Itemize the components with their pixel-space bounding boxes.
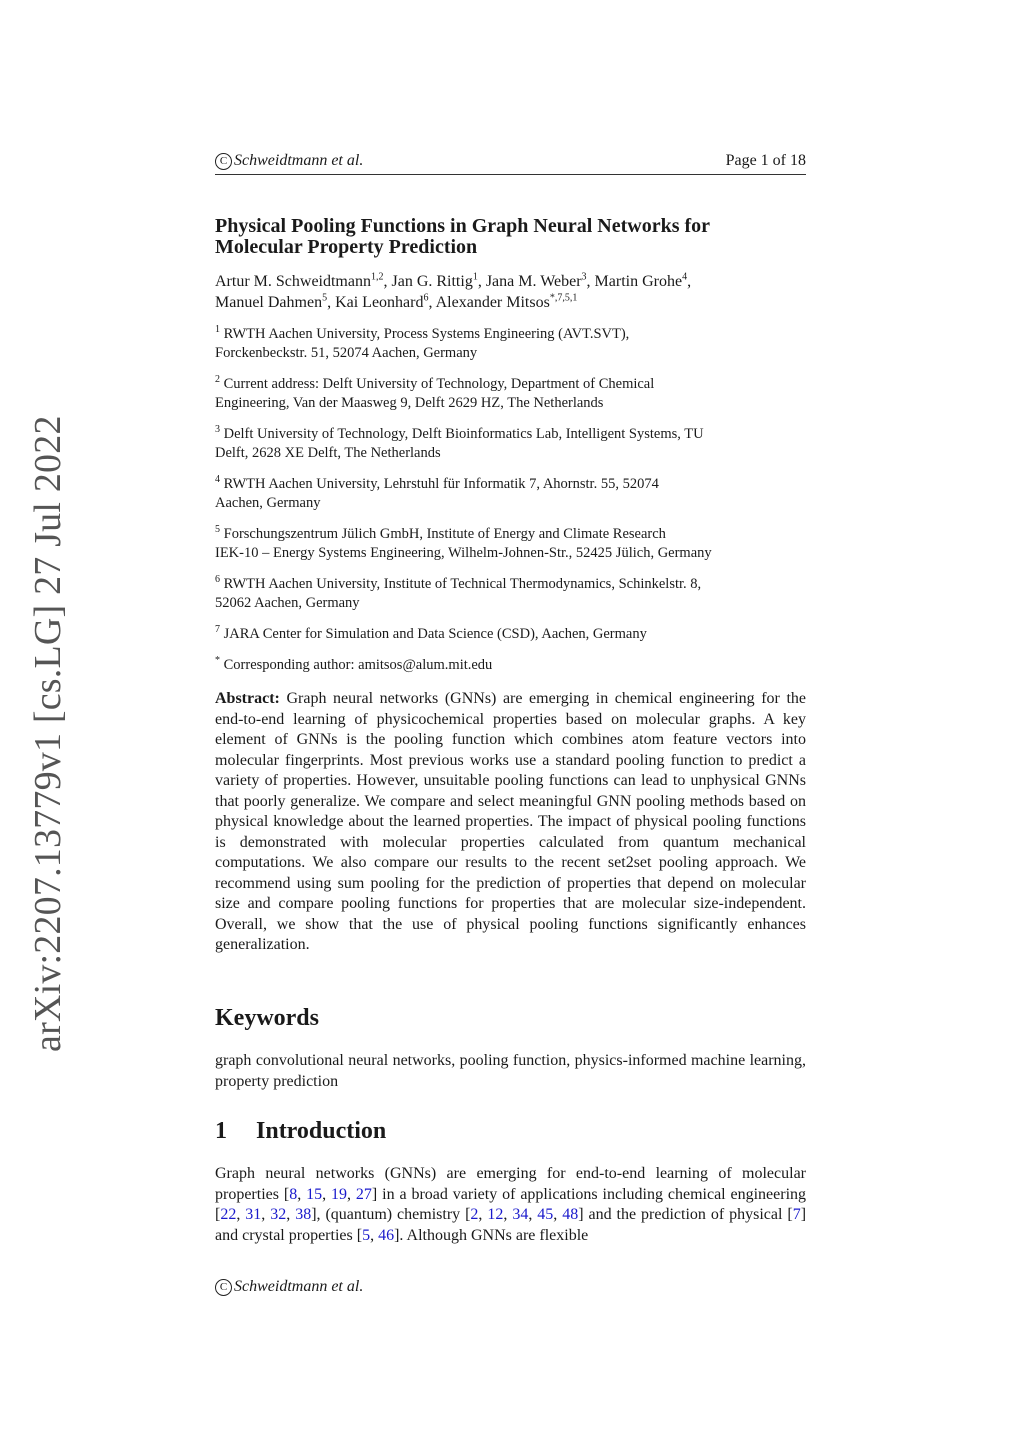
affiliation bbox=[215, 475, 815, 513]
affiliation-line bbox=[215, 656, 815, 675]
section-number: 1 bbox=[215, 1118, 227, 1144]
citation-link[interactable]: 7 bbox=[792, 1206, 801, 1223]
citation-link[interactable]: 45 bbox=[537, 1206, 554, 1223]
affiliation bbox=[215, 625, 815, 644]
affiliation-text: Corresponding author: amitsos@alum.mit.edu bbox=[223, 657, 493, 673]
affiliation-mark: * bbox=[215, 655, 220, 667]
affiliation bbox=[215, 656, 815, 675]
citation-link[interactable]: 34 bbox=[512, 1206, 529, 1223]
citation-link[interactable]: 46 bbox=[378, 1226, 395, 1244]
author-separator: , bbox=[687, 273, 692, 290]
intro-text-run: , bbox=[553, 1206, 563, 1223]
introduction-paragraph bbox=[215, 1164, 806, 1246]
authors-line-1 bbox=[215, 271, 815, 292]
intro-text-run: ] and the prediction of physical [ bbox=[578, 1206, 793, 1223]
page-number: Page 1 of 18 bbox=[725, 152, 806, 169]
affiliation bbox=[215, 525, 815, 563]
author-affiliation-mark: 4 bbox=[682, 271, 688, 283]
intro-text-run: , bbox=[347, 1185, 356, 1203]
citation-link[interactable]: 48 bbox=[562, 1206, 579, 1223]
citation-link[interactable]: 5 bbox=[362, 1226, 371, 1244]
affiliation-mark: 3 bbox=[215, 424, 220, 436]
footer-copyright-icon: C bbox=[215, 1279, 232, 1296]
citation-link[interactable]: 32 bbox=[270, 1206, 287, 1223]
affiliation bbox=[215, 575, 815, 613]
citation-link[interactable]: 12 bbox=[487, 1206, 504, 1223]
title-line-1: Physical Pooling Functions in Graph Neural Networks for bbox=[215, 215, 711, 237]
intro-text-run: , bbox=[478, 1206, 488, 1223]
affiliation-mark: 1 bbox=[215, 324, 220, 336]
author-separator: , bbox=[586, 273, 595, 290]
intro-text-run: ]. Although GNNs are flexible bbox=[394, 1226, 589, 1244]
affiliation-line-2: IEK-10 – Energy Systems Engineering, Wilhelm-Johnen-Str., 52425 Jülich, Germany bbox=[215, 545, 712, 561]
affiliation-text: RWTH Aachen University, Institute of Technical Thermodynamics, Schinkelstr. 8, bbox=[223, 576, 702, 592]
author-name: Manuel Dahmen bbox=[215, 294, 323, 311]
author-separator: , bbox=[428, 294, 436, 311]
arxiv-sidebar-id[interactable]: arXiv:2207.13779v1 [cs.LG] 27 Jul 2022 bbox=[27, 415, 69, 1052]
affiliation-text: RWTH Aachen University, Lehrstuhl für Informatik 7, Ahornstr. 55, 52074 bbox=[223, 476, 659, 492]
copyright-icon: C bbox=[215, 153, 232, 170]
citation-link[interactable]: 38 bbox=[295, 1206, 312, 1223]
affiliation bbox=[215, 375, 815, 413]
affiliation-line-2: Delft, 2628 XE Delft, The Netherlands bbox=[215, 445, 441, 461]
affiliation-line-2: Aachen, Germany bbox=[215, 495, 321, 511]
keywords-text: graph convolutional neural networks, pooling function, physics-informed machine learning, property prediction bbox=[215, 1052, 806, 1090]
author-name: Martin Grohe bbox=[594, 273, 683, 290]
citation-link[interactable]: 15 bbox=[306, 1185, 323, 1203]
author-name: Artur M. Schweidtmann bbox=[215, 273, 371, 290]
affiliation-line-2: Engineering, Van der Maasweg 9, Delft 2629 HZ, The Netherlands bbox=[215, 395, 604, 411]
author-affiliation-mark: 1 bbox=[472, 271, 478, 283]
intro-text-run: , bbox=[503, 1206, 513, 1223]
affiliation-line bbox=[215, 475, 815, 494]
citation-link[interactable]: 8 bbox=[289, 1185, 298, 1203]
author-separator: , bbox=[477, 273, 486, 290]
citation-link[interactable]: 19 bbox=[331, 1185, 348, 1203]
author-name: Alexander Mitsos bbox=[435, 294, 550, 311]
citation-link[interactable]: 2 bbox=[470, 1206, 479, 1223]
affiliation-line bbox=[215, 625, 815, 644]
header-author: Schweidtmann et al. bbox=[234, 152, 364, 169]
intro-text-run: , bbox=[322, 1185, 332, 1203]
affiliation-line bbox=[215, 375, 815, 394]
affiliation-mark: 2 bbox=[215, 374, 220, 386]
author-affiliation-mark: *,7,5,1 bbox=[549, 292, 578, 304]
keywords-heading: Keywords bbox=[215, 1005, 319, 1031]
author-affiliation-mark: 3 bbox=[581, 271, 587, 283]
author-name: Jan G. Rittig bbox=[391, 273, 473, 290]
affiliation-mark: 4 bbox=[215, 474, 220, 486]
section-heading-introduction bbox=[215, 1118, 386, 1145]
affiliation-text: Current address: Delft University of Technology, Department of Chemical bbox=[223, 376, 655, 392]
intro-text-run: , bbox=[528, 1206, 538, 1223]
affiliation-mark: 6 bbox=[215, 574, 220, 586]
author-separator: , bbox=[383, 273, 392, 290]
abstract-label: Abstract: bbox=[215, 690, 280, 707]
affiliation-mark: 5 bbox=[215, 524, 220, 536]
affiliation-text: JARA Center for Simulation and Data Science (CSD), Aachen, Germany bbox=[223, 626, 647, 642]
affiliation-line-2: 52062 Aachen, Germany bbox=[215, 595, 360, 611]
intro-text-run: , bbox=[297, 1185, 307, 1203]
affiliation-line bbox=[215, 425, 815, 444]
affiliation-line-2: Forckenbeckstr. 51, 52074 Aachen, Germany bbox=[215, 345, 478, 361]
intro-text-run: ] in a broad variety of applications including chemical engineering [ bbox=[215, 1185, 807, 1223]
section-title: Introduction bbox=[256, 1118, 387, 1144]
intro-text-run: , bbox=[236, 1206, 246, 1223]
citation-link[interactable]: 22 bbox=[220, 1206, 237, 1223]
title-line-2: Molecular Property Prediction bbox=[215, 236, 478, 258]
author-list bbox=[215, 271, 815, 313]
affiliation-mark: 7 bbox=[215, 624, 220, 636]
author-affiliation-mark: 1,2 bbox=[370, 271, 384, 283]
intro-text-run: Graph neural networks (GNNs) are emerging for end-to-end learning of molecular properties [ bbox=[215, 1165, 806, 1203]
intro-text-run: ], (quantum) chemistry [ bbox=[311, 1206, 471, 1223]
intro-text-run: ] and crystal properties [ bbox=[215, 1206, 807, 1244]
affiliation-text: Forschungszentrum Jülich GmbH, Institute of Energy and Climate Research bbox=[223, 526, 666, 542]
affiliation-line bbox=[215, 525, 815, 544]
author-separator: , bbox=[327, 294, 336, 311]
affiliation bbox=[215, 425, 815, 463]
citation-link[interactable]: 31 bbox=[245, 1206, 262, 1223]
abstract bbox=[215, 689, 806, 956]
authors-line-2 bbox=[215, 292, 815, 313]
intro-text-run: , bbox=[370, 1226, 379, 1244]
affiliation-line bbox=[215, 575, 815, 594]
author-name: Jana M. Weber bbox=[485, 273, 582, 290]
citation-link[interactable]: 27 bbox=[355, 1185, 372, 1203]
intro-text-run: , bbox=[261, 1206, 271, 1223]
affiliation-text: RWTH Aachen University, Process Systems Engineering (AVT.SVT), bbox=[223, 326, 630, 342]
affiliation bbox=[215, 325, 815, 363]
running-header bbox=[215, 152, 806, 175]
author-affiliation-mark: 6 bbox=[423, 292, 429, 304]
author-name: Kai Leonhard bbox=[335, 294, 424, 311]
page-footer bbox=[215, 1278, 363, 1296]
paper-title bbox=[215, 216, 815, 258]
intro-text-run: , bbox=[286, 1206, 296, 1223]
header-left bbox=[215, 152, 363, 170]
affiliation-line bbox=[215, 325, 815, 344]
abstract-text: Graph neural networks (GNNs) are emerging in chemical engineering for the end-to-end learning of physicochemical properties based on molecular graphs. A key element of GNNs is the pooling function which combines atom feature vectors into molecular fingerprints. Most previous works use a standard pooling function to predict a variety of properties. However, unsuitable pooling functions can lead to unphysical GNNs that poorly generalize. We compare and select meaningful GNN pooling methods based on physical knowledge about the learned properties. The impact of physical pooling functions is demonstrated with molecular properties calculated from quantum mechanical computations. We also compare our results to the recent set2set pooling approach. We recommend using sum pooling for the prediction of properties that depend on molecular size and compare pooling functions for properties that are molecular size-independent. Overall, we show that the use of physical pooling functions significantly enhances generalization. bbox=[215, 690, 807, 953]
author-affiliation-mark: 5 bbox=[322, 292, 328, 304]
affiliation-text: Delft University of Technology, Delft Bioinformatics Lab, Intelligent Systems, TU bbox=[223, 426, 704, 442]
footer-author: Schweidtmann et al. bbox=[234, 1278, 364, 1295]
